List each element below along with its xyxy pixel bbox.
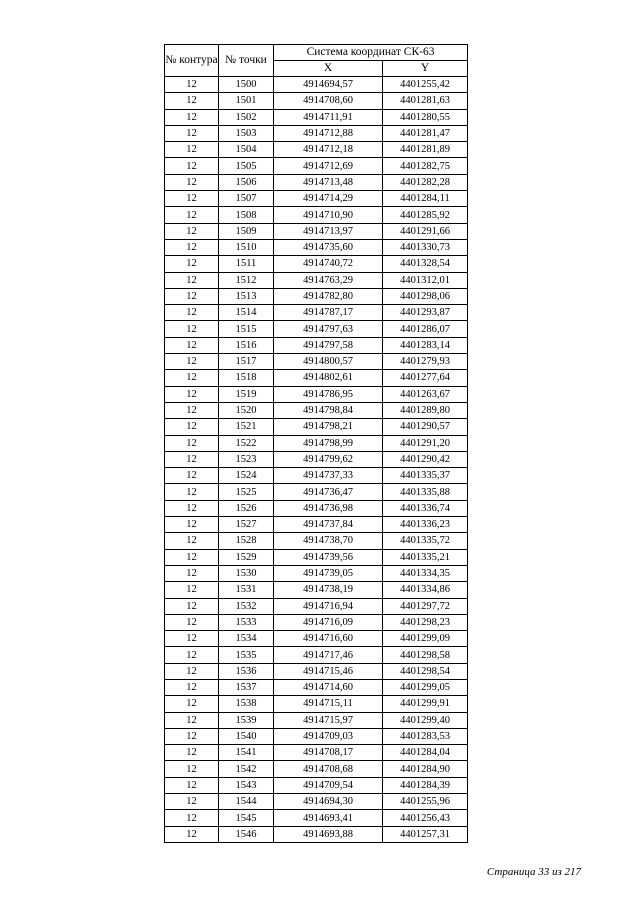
cell-x: 4914737,33 xyxy=(274,468,383,484)
cell-point: 1505 xyxy=(219,158,274,174)
header-contour: № контура xyxy=(165,45,219,77)
table-row xyxy=(165,305,468,321)
table-row xyxy=(165,239,468,255)
cell-contour: 12 xyxy=(165,598,219,614)
cell-point: 1528 xyxy=(219,533,274,549)
table-row xyxy=(165,158,468,174)
cell-y: 4401284,04 xyxy=(383,745,468,761)
cell-x: 4914797,58 xyxy=(274,337,383,353)
cell-x: 4914693,41 xyxy=(274,810,383,826)
cell-x: 4914798,84 xyxy=(274,402,383,418)
cell-y: 4401256,43 xyxy=(383,810,468,826)
cell-contour: 12 xyxy=(165,777,219,793)
cell-contour: 12 xyxy=(165,109,219,125)
table-row xyxy=(165,321,468,337)
cell-point: 1522 xyxy=(219,435,274,451)
table-row xyxy=(165,451,468,467)
cell-contour: 12 xyxy=(165,533,219,549)
cell-point: 1509 xyxy=(219,223,274,239)
cell-y: 4401284,90 xyxy=(383,761,468,777)
table-row xyxy=(165,370,468,386)
cell-point: 1507 xyxy=(219,191,274,207)
cell-point: 1543 xyxy=(219,777,274,793)
cell-contour: 12 xyxy=(165,239,219,255)
cell-point: 1545 xyxy=(219,810,274,826)
cell-x: 4914798,99 xyxy=(274,435,383,451)
table-row xyxy=(165,533,468,549)
cell-y: 4401283,14 xyxy=(383,337,468,353)
cell-contour: 12 xyxy=(165,500,219,516)
cell-contour: 12 xyxy=(165,419,219,435)
cell-y: 4401330,73 xyxy=(383,239,468,255)
cell-contour: 12 xyxy=(165,810,219,826)
cell-x: 4914802,61 xyxy=(274,370,383,386)
table-body xyxy=(165,77,468,843)
cell-y: 4401263,67 xyxy=(383,386,468,402)
cell-y: 4401285,92 xyxy=(383,207,468,223)
cell-y: 4401281,89 xyxy=(383,142,468,158)
cell-contour: 12 xyxy=(165,679,219,695)
cell-x: 4914714,60 xyxy=(274,679,383,695)
table-row xyxy=(165,77,468,93)
cell-point: 1500 xyxy=(219,77,274,93)
cell-x: 4914738,19 xyxy=(274,582,383,598)
cell-contour: 12 xyxy=(165,728,219,744)
cell-y: 4401298,06 xyxy=(383,288,468,304)
cell-x: 4914712,88 xyxy=(274,125,383,141)
cell-contour: 12 xyxy=(165,288,219,304)
table-row xyxy=(165,468,468,484)
cell-contour: 12 xyxy=(165,321,219,337)
cell-y: 4401255,42 xyxy=(383,77,468,93)
table-row xyxy=(165,631,468,647)
cell-contour: 12 xyxy=(165,386,219,402)
cell-point: 1506 xyxy=(219,174,274,190)
cell-y: 4401282,75 xyxy=(383,158,468,174)
cell-contour: 12 xyxy=(165,582,219,598)
cell-contour: 12 xyxy=(165,435,219,451)
header-x: X xyxy=(274,61,383,77)
cell-x: 4914797,63 xyxy=(274,321,383,337)
cell-point: 1540 xyxy=(219,728,274,744)
cell-y: 4401335,37 xyxy=(383,468,468,484)
cell-y: 4401312,01 xyxy=(383,272,468,288)
cell-point: 1523 xyxy=(219,451,274,467)
table-row xyxy=(165,679,468,695)
cell-point: 1524 xyxy=(219,468,274,484)
cell-contour: 12 xyxy=(165,158,219,174)
cell-point: 1534 xyxy=(219,631,274,647)
cell-point: 1542 xyxy=(219,761,274,777)
cell-point: 1501 xyxy=(219,93,274,109)
cell-x: 4914712,18 xyxy=(274,142,383,158)
header-point: № точки xyxy=(219,45,274,77)
cell-point: 1531 xyxy=(219,582,274,598)
table-row xyxy=(165,582,468,598)
cell-y: 4401255,96 xyxy=(383,794,468,810)
cell-point: 1516 xyxy=(219,337,274,353)
cell-x: 4914763,29 xyxy=(274,272,383,288)
table-row xyxy=(165,745,468,761)
cell-y: 4401297,72 xyxy=(383,598,468,614)
cell-x: 4914735,60 xyxy=(274,239,383,255)
cell-contour: 12 xyxy=(165,256,219,272)
cell-x: 4914694,30 xyxy=(274,794,383,810)
table-row xyxy=(165,598,468,614)
cell-y: 4401290,42 xyxy=(383,451,468,467)
table-row xyxy=(165,174,468,190)
table-row xyxy=(165,826,468,842)
cell-x: 4914740,72 xyxy=(274,256,383,272)
table-row xyxy=(165,484,468,500)
cell-contour: 12 xyxy=(165,272,219,288)
cell-x: 4914716,94 xyxy=(274,598,383,614)
cell-x: 4914739,05 xyxy=(274,565,383,581)
cell-contour: 12 xyxy=(165,142,219,158)
cell-x: 4914716,60 xyxy=(274,631,383,647)
cell-contour: 12 xyxy=(165,402,219,418)
cell-y: 4401284,39 xyxy=(383,777,468,793)
cell-contour: 12 xyxy=(165,614,219,630)
cell-contour: 12 xyxy=(165,517,219,533)
cell-y: 4401277,64 xyxy=(383,370,468,386)
cell-x: 4914715,46 xyxy=(274,663,383,679)
cell-contour: 12 xyxy=(165,761,219,777)
cell-contour: 12 xyxy=(165,663,219,679)
cell-contour: 12 xyxy=(165,565,219,581)
cell-y: 4401281,63 xyxy=(383,93,468,109)
cell-y: 4401298,54 xyxy=(383,663,468,679)
cell-contour: 12 xyxy=(165,337,219,353)
cell-point: 1521 xyxy=(219,419,274,435)
cell-point: 1502 xyxy=(219,109,274,125)
cell-point: 1527 xyxy=(219,517,274,533)
cell-y: 4401334,86 xyxy=(383,582,468,598)
cell-y: 4401257,31 xyxy=(383,826,468,842)
table-row xyxy=(165,109,468,125)
cell-x: 4914782,80 xyxy=(274,288,383,304)
cell-contour: 12 xyxy=(165,631,219,647)
cell-y: 4401299,40 xyxy=(383,712,468,728)
cell-contour: 12 xyxy=(165,794,219,810)
cell-x: 4914711,91 xyxy=(274,109,383,125)
cell-contour: 12 xyxy=(165,93,219,109)
table-row xyxy=(165,565,468,581)
cell-point: 1529 xyxy=(219,549,274,565)
table-row xyxy=(165,223,468,239)
cell-contour: 12 xyxy=(165,712,219,728)
cell-point: 1511 xyxy=(219,256,274,272)
table-row xyxy=(165,517,468,533)
cell-y: 4401280,55 xyxy=(383,109,468,125)
table-row xyxy=(165,810,468,826)
cell-x: 4914708,60 xyxy=(274,93,383,109)
cell-y: 4401298,58 xyxy=(383,647,468,663)
cell-point: 1541 xyxy=(219,745,274,761)
header-coordinate-system: Система координат СК-63 xyxy=(274,45,468,61)
cell-point: 1544 xyxy=(219,794,274,810)
table-row xyxy=(165,288,468,304)
table-row xyxy=(165,549,468,565)
cell-x: 4914710,90 xyxy=(274,207,383,223)
cell-x: 4914715,97 xyxy=(274,712,383,728)
cell-x: 4914709,03 xyxy=(274,728,383,744)
cell-contour: 12 xyxy=(165,370,219,386)
cell-x: 4914738,70 xyxy=(274,533,383,549)
cell-contour: 12 xyxy=(165,305,219,321)
cell-x: 4914799,62 xyxy=(274,451,383,467)
cell-x: 4914798,21 xyxy=(274,419,383,435)
table-row xyxy=(165,614,468,630)
cell-y: 4401286,07 xyxy=(383,321,468,337)
cell-point: 1520 xyxy=(219,402,274,418)
cell-contour: 12 xyxy=(165,647,219,663)
table-row xyxy=(165,728,468,744)
cell-point: 1508 xyxy=(219,207,274,223)
table-row xyxy=(165,712,468,728)
cell-y: 4401291,66 xyxy=(383,223,468,239)
cell-point: 1503 xyxy=(219,125,274,141)
cell-point: 1519 xyxy=(219,386,274,402)
cell-x: 4914736,47 xyxy=(274,484,383,500)
cell-point: 1504 xyxy=(219,142,274,158)
cell-y: 4401289,80 xyxy=(383,402,468,418)
cell-y: 4401328,54 xyxy=(383,256,468,272)
cell-contour: 12 xyxy=(165,826,219,842)
cell-x: 4914715,11 xyxy=(274,696,383,712)
cell-point: 1539 xyxy=(219,712,274,728)
table-row xyxy=(165,142,468,158)
cell-y: 4401336,23 xyxy=(383,517,468,533)
cell-x: 4914736,98 xyxy=(274,500,383,516)
cell-contour: 12 xyxy=(165,354,219,370)
cell-contour: 12 xyxy=(165,223,219,239)
cell-x: 4914712,69 xyxy=(274,158,383,174)
cell-point: 1533 xyxy=(219,614,274,630)
cell-y: 4401335,21 xyxy=(383,549,468,565)
cell-x: 4914787,17 xyxy=(274,305,383,321)
cell-x: 4914713,48 xyxy=(274,174,383,190)
table-row xyxy=(165,794,468,810)
cell-y: 4401283,53 xyxy=(383,728,468,744)
cell-x: 4914800,57 xyxy=(274,354,383,370)
cell-point: 1514 xyxy=(219,305,274,321)
cell-point: 1536 xyxy=(219,663,274,679)
cell-x: 4914714,29 xyxy=(274,191,383,207)
cell-x: 4914693,88 xyxy=(274,826,383,842)
table-row xyxy=(165,93,468,109)
cell-x: 4914708,68 xyxy=(274,761,383,777)
cell-contour: 12 xyxy=(165,125,219,141)
header-y: Y xyxy=(383,61,468,77)
cell-point: 1526 xyxy=(219,500,274,516)
cell-y: 4401336,74 xyxy=(383,500,468,516)
cell-y: 4401279,93 xyxy=(383,354,468,370)
cell-point: 1513 xyxy=(219,288,274,304)
cell-y: 4401293,87 xyxy=(383,305,468,321)
cell-y: 4401299,91 xyxy=(383,696,468,712)
table-row xyxy=(165,337,468,353)
cell-contour: 12 xyxy=(165,468,219,484)
cell-point: 1518 xyxy=(219,370,274,386)
table-row xyxy=(165,696,468,712)
cell-y: 4401334,35 xyxy=(383,565,468,581)
table-row xyxy=(165,207,468,223)
cell-contour: 12 xyxy=(165,207,219,223)
table-row xyxy=(165,256,468,272)
cell-x: 4914716,09 xyxy=(274,614,383,630)
table-row xyxy=(165,435,468,451)
cell-y: 4401284,11 xyxy=(383,191,468,207)
cell-contour: 12 xyxy=(165,696,219,712)
cell-y: 4401291,20 xyxy=(383,435,468,451)
cell-point: 1525 xyxy=(219,484,274,500)
cell-x: 4914713,97 xyxy=(274,223,383,239)
cell-y: 4401335,88 xyxy=(383,484,468,500)
cell-x: 4914739,56 xyxy=(274,549,383,565)
cell-contour: 12 xyxy=(165,549,219,565)
cell-y: 4401282,28 xyxy=(383,174,468,190)
cell-x: 4914708,17 xyxy=(274,745,383,761)
cell-point: 1510 xyxy=(219,239,274,255)
cell-contour: 12 xyxy=(165,191,219,207)
cell-x: 4914709,54 xyxy=(274,777,383,793)
cell-point: 1538 xyxy=(219,696,274,712)
cell-point: 1530 xyxy=(219,565,274,581)
cell-point: 1535 xyxy=(219,647,274,663)
table-row xyxy=(165,647,468,663)
page-number: Страница 33 из 217 xyxy=(486,866,581,878)
cell-y: 4401281,47 xyxy=(383,125,468,141)
coordinates-table xyxy=(164,44,468,843)
cell-y: 4401299,05 xyxy=(383,679,468,695)
table-row xyxy=(165,761,468,777)
cell-y: 4401298,23 xyxy=(383,614,468,630)
table-row xyxy=(165,125,468,141)
cell-contour: 12 xyxy=(165,484,219,500)
table-row xyxy=(165,402,468,418)
cell-contour: 12 xyxy=(165,745,219,761)
table-row xyxy=(165,419,468,435)
table-row xyxy=(165,191,468,207)
table-row xyxy=(165,386,468,402)
cell-y: 4401335,72 xyxy=(383,533,468,549)
cell-x: 4914717,46 xyxy=(274,647,383,663)
table-row xyxy=(165,272,468,288)
cell-point: 1517 xyxy=(219,354,274,370)
cell-point: 1537 xyxy=(219,679,274,695)
cell-x: 4914737,84 xyxy=(274,517,383,533)
cell-contour: 12 xyxy=(165,451,219,467)
cell-point: 1546 xyxy=(219,826,274,842)
table-row xyxy=(165,777,468,793)
table-row xyxy=(165,354,468,370)
cell-point: 1515 xyxy=(219,321,274,337)
cell-y: 4401290,57 xyxy=(383,419,468,435)
cell-point: 1532 xyxy=(219,598,274,614)
cell-y: 4401299,09 xyxy=(383,631,468,647)
cell-contour: 12 xyxy=(165,174,219,190)
cell-x: 4914694,57 xyxy=(274,77,383,93)
cell-point: 1512 xyxy=(219,272,274,288)
cell-x: 4914786,95 xyxy=(274,386,383,402)
table-row xyxy=(165,663,468,679)
cell-contour: 12 xyxy=(165,77,219,93)
table-row xyxy=(165,500,468,516)
